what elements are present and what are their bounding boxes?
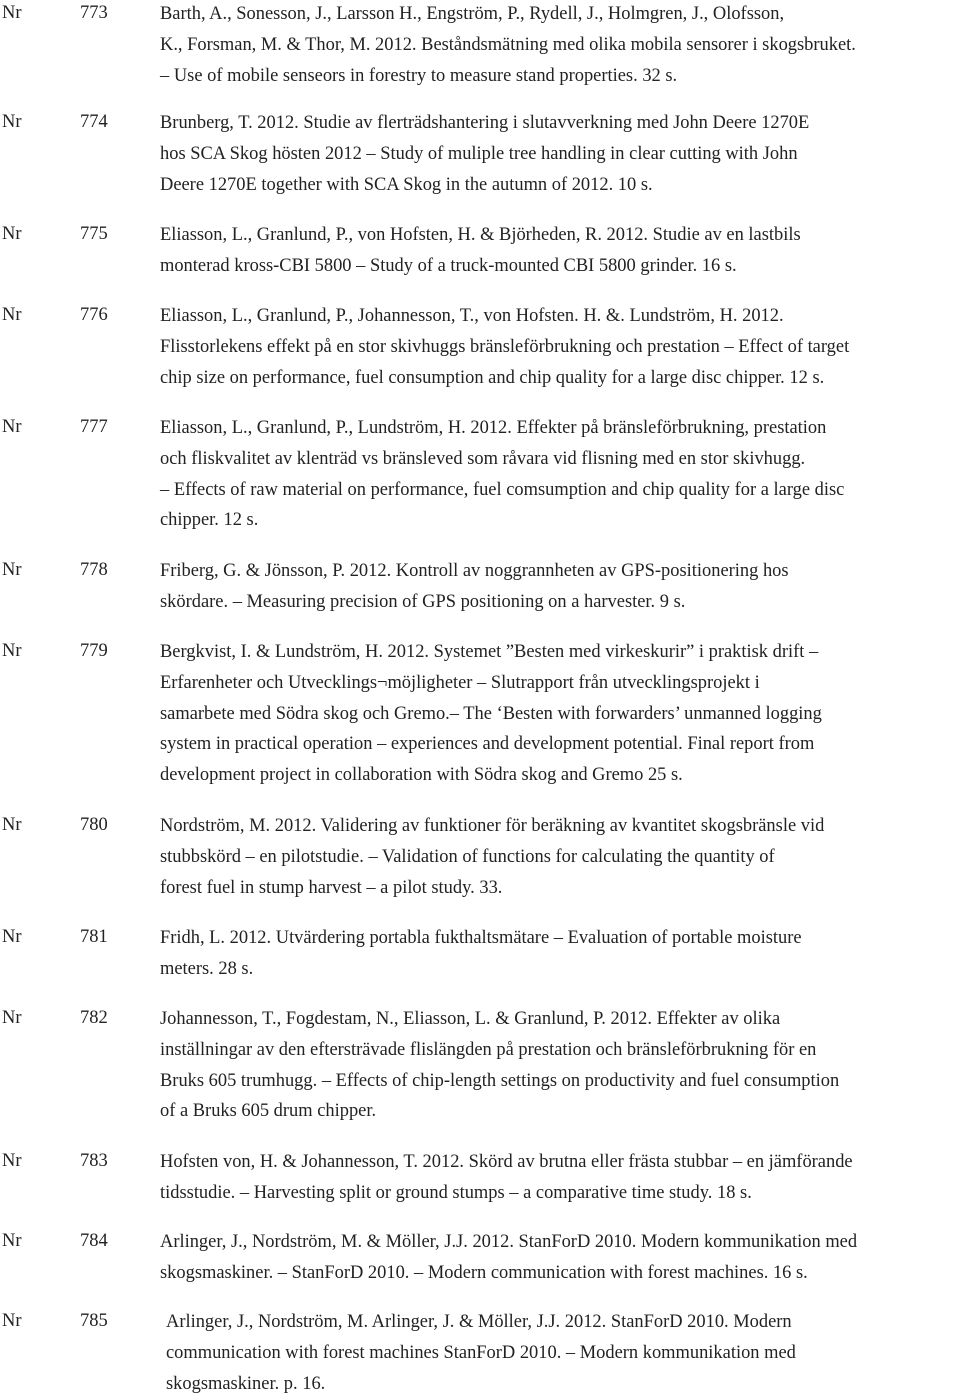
entry-number: 779 [80, 641, 108, 661]
entry-text-line: K., Forsman, M. & Thor, M. 2012. Beståndsmätning med olika mobila sensorer i skogsbruket. [160, 33, 856, 54]
entry-text-line: Johannesson, T., Fogdestam, N., Eliasson, L. & Granlund, P. 2012. Effekter av olika [160, 1008, 781, 1028]
entry-text-line: Brunberg, T. 2012. Studie av flerträdshantering i slutavverkning med John Deere 1270E [160, 112, 810, 132]
entry-label: Nr [2, 3, 22, 23]
entry-text-line: of a Bruks 605 drum chipper. [160, 1100, 377, 1121]
entry-text-line: – Use of mobile senseors in forestry to measure stand properties. 32 s. [160, 64, 678, 85]
entry-text-line: samarbete med Södra skog och Gremo.– The ‘Besten with forwarders’ unmanned logging [160, 702, 822, 723]
list-item [0, 1146, 960, 1208]
entry-label: Nr [2, 1008, 22, 1028]
entry-text-line: development project in collaboration with Södra skog and Gremo 25 s. [160, 764, 683, 785]
entry-label: Nr [2, 1231, 22, 1251]
entry-label: Nr [2, 305, 22, 325]
entry-text-line: Erfarenheter och Utvecklings¬möjligheter – Slutrapport från utvecklingsprojekt i [160, 671, 760, 692]
entry-label: Nr [2, 224, 22, 244]
entry-label: Nr [2, 417, 22, 437]
entry-label: Nr [2, 560, 22, 580]
entry-text-line: skördare. – Measuring precision of GPS positioning on a harvester. 9 s. [160, 590, 686, 611]
list-item [0, 1226, 960, 1288]
entry-label: Nr [2, 1151, 22, 1171]
entry-text-line: tidsstudie. – Harvesting split or ground stumps – a comparative time study. 18 s. [160, 1181, 752, 1202]
list-item [0, 1306, 960, 1398]
entry-number: 781 [80, 927, 108, 947]
entry-text-line: Nordström, M. 2012. Validering av funktioner för beräkning av kvantitet skogsbränsle vid [160, 815, 825, 835]
list-item [0, 1003, 960, 1126]
entry-text-line: chip size on performance, fuel consumption and chip quality for a large disc chipper. 12 s. [160, 366, 825, 387]
entry-text-line: communication with forest machines StanForD 2010. – Modern kommunikation med [166, 1341, 796, 1362]
entry-text-line: Arlinger, J., Nordström, M. & Möller, J.J. 2012. StanForD 2010. Modern kommunikation med [160, 1231, 858, 1251]
entry-label: Nr [2, 927, 22, 947]
entry-text-line: och fliskvalitet av klenträd vs bränsleved som råvara vid flisning med en stor skivhugg. [160, 447, 806, 468]
entry-label: Nr [2, 112, 22, 132]
entry-text-line: chipper. 12 s. [160, 509, 259, 530]
entry-number: 784 [80, 1231, 108, 1251]
entry-text-line: monterad kross-CBI 5800 – Study of a truck-mounted CBI 5800 grinder. 16 s. [160, 254, 737, 275]
entry-number: 773 [80, 3, 108, 23]
entry-text-line: Friberg, G. & Jönsson, P. 2012. Kontroll av noggrannheten av GPS-positionering hos [160, 560, 789, 580]
entry-text-line: Barth, A., Sonesson, J., Larsson H., Engström, P., Rydell, J., Holmgren, J., Olofsson, [160, 3, 785, 23]
entry-text-line: inställningar av den eftersträvade flislängden på prestation och bränsleförbrukning för en [160, 1038, 817, 1059]
entry-label: Nr [2, 1311, 22, 1331]
list-item [0, 412, 960, 535]
entry-text-line: Arlinger, J., Nordström, M. Arlinger, J. & Möller, J.J. 2012. StanForD 2010. Modern [166, 1311, 792, 1331]
entry-number: 775 [80, 224, 108, 244]
entry-number: 776 [80, 305, 108, 325]
entry-text-line: hos SCA Skog hösten 2012 – Study of muliple tree handling in clear cutting with John [160, 142, 798, 163]
entry-text-line: Hofsten von, H. & Johannesson, T. 2012. Skörd av brutna eller frästa stubbar – en jämförande [160, 1151, 853, 1171]
entry-number: 785 [80, 1311, 108, 1331]
entry-text-line: system in practical operation – experiences and development potential. Final report from [160, 733, 815, 754]
entry-text-line: stubbskörd – en pilotstudie. – Validation of functions for calculating the quantity of [160, 845, 775, 866]
entry-text-line: Bergkvist, I. & Lundström, H. 2012. Systemet ”Besten med virkeskurir” i praktisk drift – [160, 641, 819, 661]
entry-text-line: Bruks 605 trumhugg. – Effects of chip-length settings on productivity and fuel consumption [160, 1069, 840, 1090]
list-item [0, 0, 960, 90]
entry-text-line: skogsmaskiner. p. 16. [166, 1372, 326, 1393]
entry-text-line: meters. 28 s. [160, 957, 254, 978]
entry-number: 777 [80, 417, 108, 437]
entry-label: Nr [2, 641, 22, 661]
entry-text-line: Eliasson, L., Granlund, P., Johannesson, T., von Hofsten. H. &. Lundström, H. 2012. [160, 305, 784, 325]
list-item [0, 300, 960, 392]
list-item [0, 922, 960, 984]
list-item [0, 219, 960, 281]
entry-text-line: Flisstorlekens effekt på en stor skivhuggs bränsleförbrukning och prestation – Effect of target [160, 335, 850, 356]
entry-label: Nr [2, 815, 22, 835]
list-item [0, 555, 960, 617]
entry-text-line: forest fuel in stump harvest – a pilot study. 33. [160, 876, 503, 897]
entry-text-line: Fridh, L. 2012. Utvärdering portabla fukthaltsmätare – Evaluation of portable moisture [160, 927, 802, 947]
entry-number: 783 [80, 1151, 108, 1171]
entry-text-line: Deere 1270E together with SCA Skog in the autumn of 2012. 10 s. [160, 173, 653, 194]
entry-number: 780 [80, 815, 108, 835]
entry-text-line: skogsmaskiner. – StanForD 2010. – Modern communication with forest machines. 16 s. [160, 1261, 808, 1282]
entry-text-line: Eliasson, L., Granlund, P., von Hofsten, H. & Björheden, R. 2012. Studie av en lastbils [160, 224, 801, 244]
list-item [0, 107, 960, 199]
list-item [0, 636, 960, 790]
entry-number: 778 [80, 560, 108, 580]
entry-text-line: Eliasson, L., Granlund, P., Lundström, H. 2012. Effekter på bränsleförbrukning, prestation [160, 417, 827, 437]
entry-text-line: – Effects of raw material on performance, fuel comsumption and chip quality for a large disc [160, 478, 845, 499]
entry-number: 774 [80, 112, 108, 132]
list-item [0, 810, 960, 902]
entry-number: 782 [80, 1008, 108, 1028]
